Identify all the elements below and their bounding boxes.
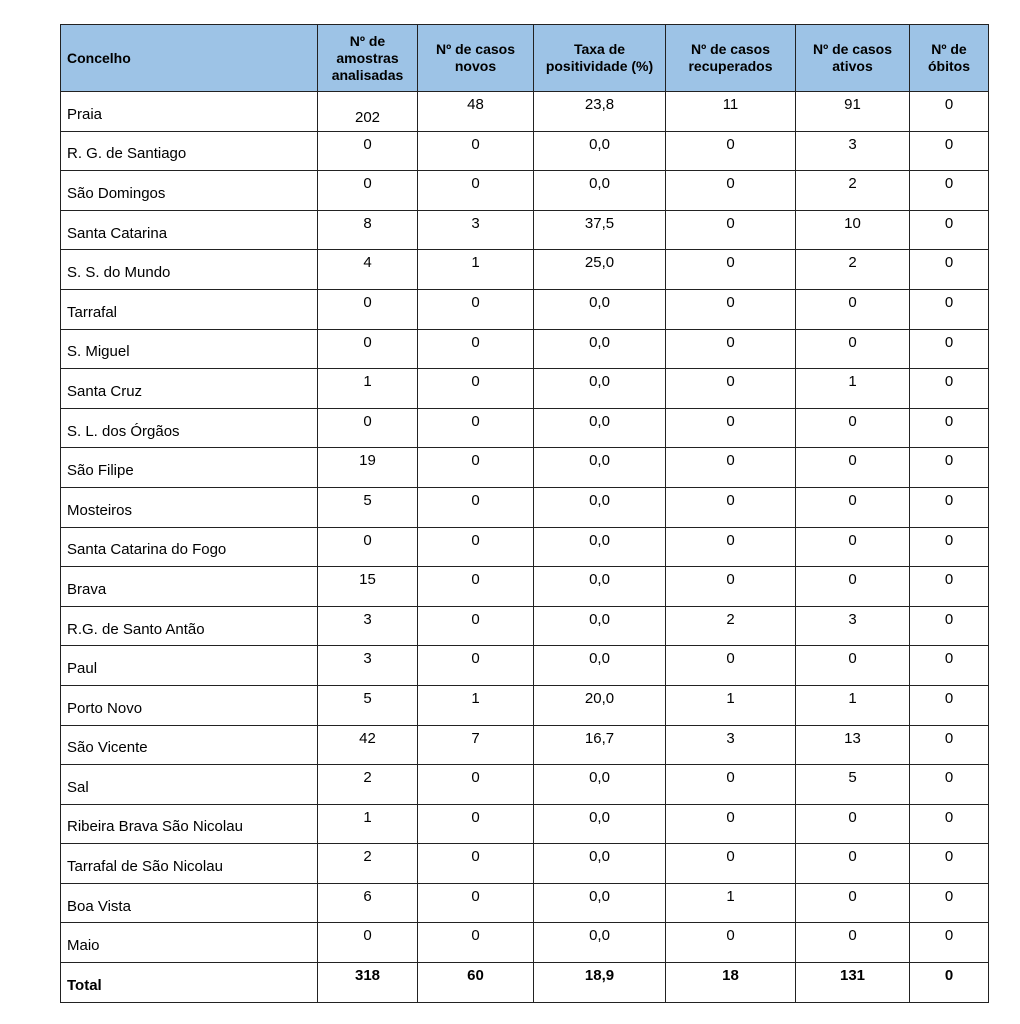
ativos-cell: 0: [796, 883, 910, 923]
concelho-cell: Tarrafal: [61, 289, 318, 329]
casos-novos-cell: 0: [418, 646, 534, 686]
table-row: [61, 92, 989, 132]
obitos-cell: 0: [910, 329, 989, 369]
recuperados-cell: 0: [666, 329, 796, 369]
amostras-cell: 0: [318, 408, 418, 448]
casos-novos-cell: 48: [418, 92, 534, 132]
taxa-cell: 0,0: [534, 131, 666, 171]
recuperados-cell: 0: [666, 289, 796, 329]
header-taxa-positividade: Taxa de positividade (%): [534, 25, 666, 92]
ativos-cell: 91: [796, 92, 910, 132]
recuperados-cell: 0: [666, 408, 796, 448]
table-row: [61, 606, 989, 646]
taxa-cell: 37,5: [534, 210, 666, 250]
obitos-cell: 0: [910, 289, 989, 329]
recuperados-cell: 0: [666, 131, 796, 171]
table-row: [61, 448, 989, 488]
casos-novos-cell: 0: [418, 289, 534, 329]
header-row: [61, 25, 989, 92]
concelho-cell: Santa Catarina: [61, 210, 318, 250]
taxa-cell: 0,0: [534, 646, 666, 686]
obitos-cell: 0: [910, 408, 989, 448]
recuperados-cell: 0: [666, 171, 796, 211]
taxa-cell: 0,0: [534, 329, 666, 369]
obitos-cell: 0: [910, 487, 989, 527]
ativos-cell: 0: [796, 527, 910, 567]
table-row: [61, 923, 989, 963]
casos-novos-cell: 0: [418, 527, 534, 567]
taxa-cell: 0,0: [534, 606, 666, 646]
obitos-cell: 0: [910, 527, 989, 567]
ativos-cell: 3: [796, 131, 910, 171]
table-row: [61, 883, 989, 923]
casos-novos-cell: 0: [418, 567, 534, 607]
total-taxa-cell: 18,9: [534, 963, 666, 1003]
ativos-cell: 0: [796, 804, 910, 844]
ativos-cell: 0: [796, 448, 910, 488]
table-row: [61, 685, 989, 725]
table-row: [61, 765, 989, 805]
taxa-cell: 0,0: [534, 408, 666, 448]
ativos-cell: 0: [796, 923, 910, 963]
recuperados-cell: 0: [666, 765, 796, 805]
ativos-cell: 1: [796, 685, 910, 725]
taxa-cell: 0,0: [534, 844, 666, 884]
recuperados-cell: 0: [666, 210, 796, 250]
concelho-cell: S. L. dos Órgãos: [61, 408, 318, 448]
table-row: [61, 369, 989, 409]
casos-novos-cell: 0: [418, 487, 534, 527]
casos-novos-cell: 0: [418, 408, 534, 448]
taxa-cell: 0,0: [534, 923, 666, 963]
concelho-cell: Santa Catarina do Fogo: [61, 527, 318, 567]
amostras-cell: 19: [318, 448, 418, 488]
ativos-cell: 0: [796, 646, 910, 686]
amostras-cell: 0: [318, 329, 418, 369]
casos-novos-cell: 0: [418, 329, 534, 369]
amostras-cell: 2: [318, 765, 418, 805]
amostras-cell: 1: [318, 369, 418, 409]
taxa-cell: 0,0: [534, 883, 666, 923]
header-recuperados: Nº de casos recuperados: [666, 25, 796, 92]
recuperados-cell: 3: [666, 725, 796, 765]
concelho-cell: Mosteiros: [61, 487, 318, 527]
amostras-cell: 0: [318, 289, 418, 329]
total-recuperados-cell: 18: [666, 963, 796, 1003]
total-amostras-cell: 318: [318, 963, 418, 1003]
concelho-cell: Maio: [61, 923, 318, 963]
concelho-cell: S. Miguel: [61, 329, 318, 369]
recuperados-cell: 2: [666, 606, 796, 646]
taxa-cell: 16,7: [534, 725, 666, 765]
taxa-cell: 23,8: [534, 92, 666, 132]
casos-novos-cell: 1: [418, 685, 534, 725]
concelho-cell: Porto Novo: [61, 685, 318, 725]
concelho-cell: R. G. de Santiago: [61, 131, 318, 171]
obitos-cell: 0: [910, 765, 989, 805]
recuperados-cell: 0: [666, 646, 796, 686]
concelho-cell: Tarrafal de São Nicolau: [61, 844, 318, 884]
table-row: [61, 210, 989, 250]
concelho-cell: R.G. de Santo Antão: [61, 606, 318, 646]
taxa-cell: 0,0: [534, 289, 666, 329]
total-row: [61, 963, 989, 1003]
concelho-cell: São Domingos: [61, 171, 318, 211]
obitos-cell: 0: [910, 725, 989, 765]
ativos-cell: 0: [796, 487, 910, 527]
taxa-cell: 0,0: [534, 567, 666, 607]
taxa-cell: 0,0: [534, 804, 666, 844]
ativos-cell: 0: [796, 567, 910, 607]
header-ativos: Nº de casos ativos: [796, 25, 910, 92]
amostras-cell: 5: [318, 487, 418, 527]
ativos-cell: 3: [796, 606, 910, 646]
table-row: [61, 131, 989, 171]
ativos-cell: 0: [796, 289, 910, 329]
table-row: [61, 408, 989, 448]
amostras-cell: 0: [318, 527, 418, 567]
amostras-cell: 0: [318, 171, 418, 211]
recuperados-cell: 0: [666, 448, 796, 488]
concelho-cell: São Filipe: [61, 448, 318, 488]
table-row: [61, 329, 989, 369]
obitos-cell: 0: [910, 250, 989, 290]
table-row: [61, 250, 989, 290]
table-row: [61, 487, 989, 527]
ativos-cell: 0: [796, 329, 910, 369]
recuperados-cell: 0: [666, 250, 796, 290]
amostras-cell: 3: [318, 646, 418, 686]
table-row: [61, 171, 989, 211]
obitos-cell: 0: [910, 369, 989, 409]
taxa-cell: 20,0: [534, 685, 666, 725]
table-row: [61, 567, 989, 607]
table-row: [61, 289, 989, 329]
recuperados-cell: 0: [666, 369, 796, 409]
casos-novos-cell: 0: [418, 804, 534, 844]
recuperados-cell: 0: [666, 527, 796, 567]
amostras-cell: 3: [318, 606, 418, 646]
casos-novos-cell: 0: [418, 923, 534, 963]
obitos-cell: 0: [910, 646, 989, 686]
ativos-cell: 10: [796, 210, 910, 250]
concelho-cell: Santa Cruz: [61, 369, 318, 409]
casos-novos-cell: 1: [418, 250, 534, 290]
recuperados-cell: 0: [666, 923, 796, 963]
obitos-cell: 0: [910, 606, 989, 646]
table-body: [61, 92, 989, 1003]
table-row: [61, 844, 989, 884]
casos-novos-cell: 0: [418, 369, 534, 409]
obitos-cell: 0: [910, 210, 989, 250]
recuperados-cell: 1: [666, 883, 796, 923]
concelho-cell: Ribeira Brava São Nicolau: [61, 804, 318, 844]
taxa-cell: 0,0: [534, 171, 666, 211]
obitos-cell: 0: [910, 131, 989, 171]
amostras-cell: 15: [318, 567, 418, 607]
obitos-cell: 0: [910, 844, 989, 884]
ativos-cell: 13: [796, 725, 910, 765]
recuperados-cell: 1: [666, 685, 796, 725]
concelho-cell: Paul: [61, 646, 318, 686]
obitos-cell: 0: [910, 448, 989, 488]
amostras-cell: 202: [318, 92, 418, 132]
concelho-cell: S. S. do Mundo: [61, 250, 318, 290]
header-concelho: Concelho: [61, 25, 318, 92]
casos-novos-cell: 0: [418, 844, 534, 884]
concelho-cell: Sal: [61, 765, 318, 805]
total-concelho-cell: Total: [61, 963, 318, 1003]
casos-novos-cell: 7: [418, 725, 534, 765]
ativos-cell: 2: [796, 171, 910, 211]
casos-novos-cell: 0: [418, 765, 534, 805]
amostras-cell: 8: [318, 210, 418, 250]
table-row: [61, 527, 989, 567]
obitos-cell: 0: [910, 92, 989, 132]
recuperados-cell: 0: [666, 844, 796, 884]
header-casos-novos: Nº de casos novos: [418, 25, 534, 92]
amostras-cell: 5: [318, 685, 418, 725]
obitos-cell: 0: [910, 883, 989, 923]
recuperados-cell: 11: [666, 92, 796, 132]
total-obitos-cell: 0: [910, 963, 989, 1003]
table-row: [61, 804, 989, 844]
recuperados-cell: 0: [666, 567, 796, 607]
obitos-cell: 0: [910, 923, 989, 963]
ativos-cell: 0: [796, 408, 910, 448]
casos-novos-cell: 0: [418, 448, 534, 488]
table-row: [61, 725, 989, 765]
concelho-cell: Praia: [61, 92, 318, 132]
casos-novos-cell: 0: [418, 171, 534, 211]
amostras-cell: 0: [318, 131, 418, 171]
ativos-cell: 1: [796, 369, 910, 409]
concelho-cell: São Vicente: [61, 725, 318, 765]
ativos-cell: 2: [796, 250, 910, 290]
concelho-cell: Brava: [61, 567, 318, 607]
ativos-cell: 0: [796, 844, 910, 884]
header-amostras: Nº de amostras analisadas: [318, 25, 418, 92]
total-ativos-cell: 131: [796, 963, 910, 1003]
obitos-cell: 0: [910, 804, 989, 844]
total-casos-novos-cell: 60: [418, 963, 534, 1003]
amostras-cell: 42: [318, 725, 418, 765]
taxa-cell: 0,0: [534, 765, 666, 805]
taxa-cell: 0,0: [534, 369, 666, 409]
obitos-cell: 0: [910, 171, 989, 211]
amostras-cell: 1: [318, 804, 418, 844]
taxa-cell: 25,0: [534, 250, 666, 290]
covid-cases-table: [60, 24, 989, 1003]
casos-novos-cell: 0: [418, 883, 534, 923]
taxa-cell: 0,0: [534, 487, 666, 527]
recuperados-cell: 0: [666, 487, 796, 527]
amostras-cell: 4: [318, 250, 418, 290]
casos-novos-cell: 0: [418, 606, 534, 646]
casos-novos-cell: 3: [418, 210, 534, 250]
recuperados-cell: 0: [666, 804, 796, 844]
amostras-cell: 6: [318, 883, 418, 923]
amostras-cell: 0: [318, 923, 418, 963]
table-row: [61, 646, 989, 686]
taxa-cell: 0,0: [534, 448, 666, 488]
casos-novos-cell: 0: [418, 131, 534, 171]
obitos-cell: 0: [910, 567, 989, 607]
header-obitos: Nº de óbitos: [910, 25, 989, 92]
concelho-cell: Boa Vista: [61, 883, 318, 923]
taxa-cell: 0,0: [534, 527, 666, 567]
amostras-cell: 2: [318, 844, 418, 884]
ativos-cell: 5: [796, 765, 910, 805]
obitos-cell: 0: [910, 685, 989, 725]
